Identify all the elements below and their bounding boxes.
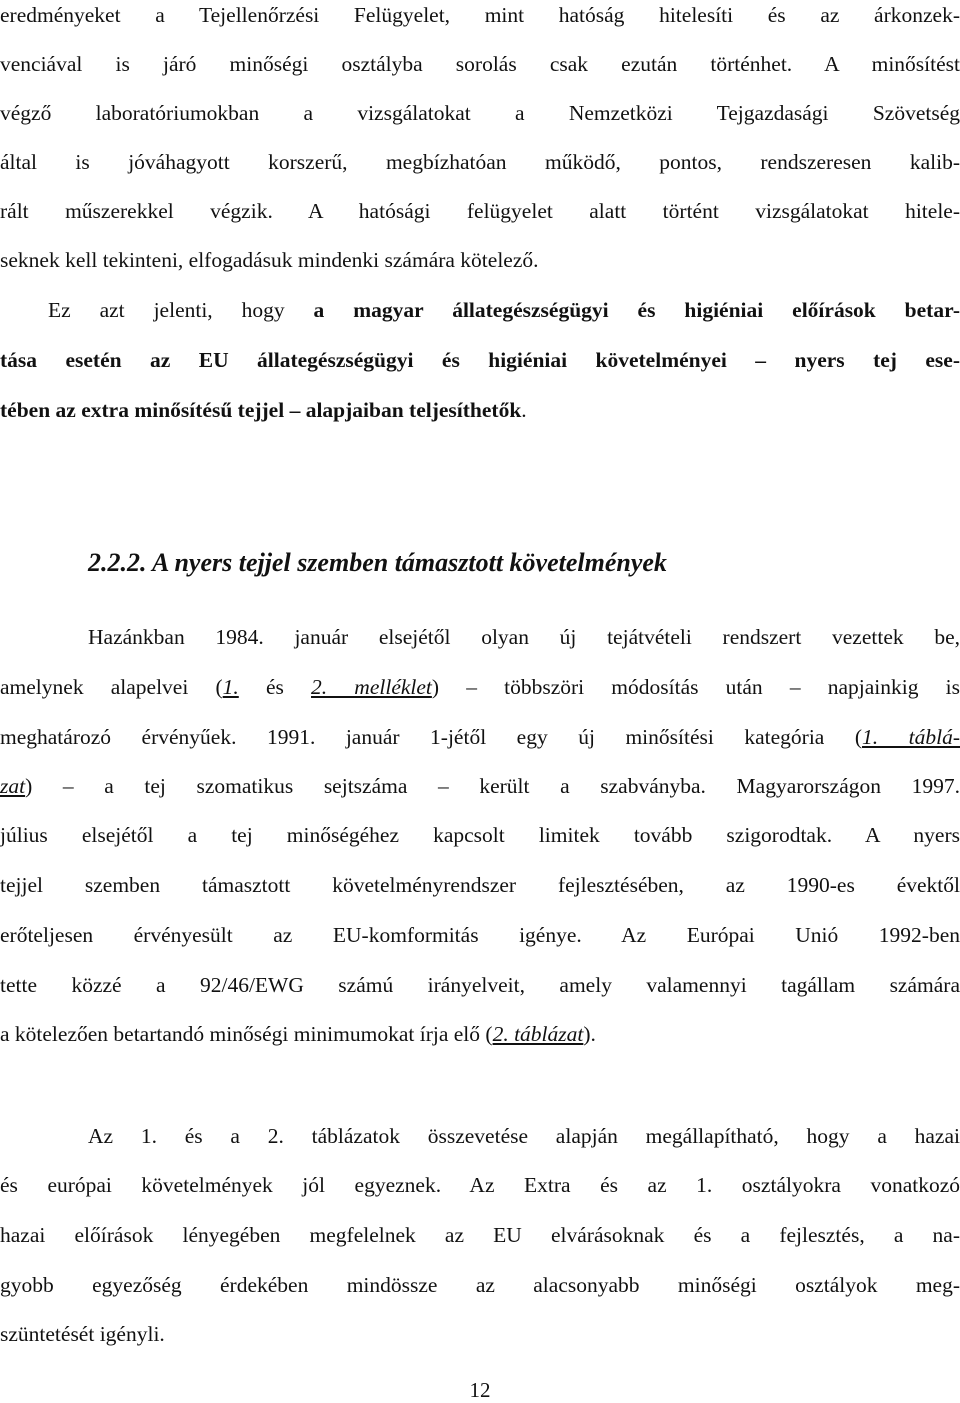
paragraph-1-line-4: által is jóváhagyott korszerű, megbízhatóan működő, pontos, rendszeresen kalib- <box>0 150 960 174</box>
paragraph-1-line-3: végző laboratóriumokban a vizsgálatokat a Nemzetközi Tejgazdasági Szövetség <box>0 101 960 125</box>
paragraph-3-line-4 <box>0 771 960 801</box>
annex-link-2[interactable]: 2. melléklet <box>311 675 432 699</box>
paragraph-3-text: meghatározó érvényűek. 1991. január 1-jétől egy új minősítési kategória ( <box>0 725 863 749</box>
paragraph-2-line-2: tása esetén az EU állategészségügyi és higiéniai követelményei – nyers tej ese- <box>0 348 960 372</box>
paragraph-1-line-1: eredményeket a Tejellenőrzési Felügyelet, mint hatóság hitelesíti és az árkonzek- <box>0 3 960 27</box>
paragraph-3-line-3 <box>0 722 960 752</box>
table-1-link-cont[interactable]: zat <box>0 774 26 798</box>
paragraph-4-line-3: hazai előírások lényegében megfelelnek az EU elvárásoknak és a fejlesztés, a na- <box>0 1223 960 1247</box>
paragraph-3-line-2 <box>0 672 960 702</box>
paragraph-3-text: ) – többszöri módosítás után – napjainkig is <box>431 675 960 699</box>
paragraph-2-period: . <box>521 398 527 422</box>
paragraph-3-text: és <box>238 675 312 699</box>
annex-link-1[interactable]: 1. <box>222 675 239 699</box>
table-2-link[interactable]: 2. táblázat <box>492 1022 584 1046</box>
paragraph-2-line-3 <box>0 395 960 425</box>
paragraph-4-line-5: szüntetését igényli. <box>0 1322 165 1346</box>
paragraph-3-line-6: tejjel szemben támasztott követelményrendszer fejlesztésében, az 1990-es évektől <box>0 873 960 897</box>
section-heading: 2.2.2. A nyers tejjel szemben támasztott követelmények <box>88 548 667 577</box>
paragraph-3-line-9 <box>0 1019 960 1049</box>
paragraph-1-line-6: seknek kell tekinteni, elfogadásuk mindenki számára kötelező. <box>0 248 539 272</box>
paragraph-2-line-1 <box>0 295 960 325</box>
paragraph-3-text: ). <box>583 1022 596 1046</box>
table-1-link[interactable]: 1. táblá- <box>862 725 960 749</box>
paragraph-2-emphasis: a magyar állategészségügyi és higiéniai előírások betar- <box>313 298 960 322</box>
paragraph-4-line-4: gyobb egyezőség érdekében mindössze az alacsonyabb minőségi osztályok meg- <box>0 1273 960 1297</box>
paragraph-2-intro: Ez azt jelenti, hogy <box>48 298 314 322</box>
paragraph-1-line-2: venciával is járó minőségi osztályba sorolás csak ezután történhet. A minősítést <box>0 52 960 76</box>
paragraph-3-text: ) – a tej szomatikus sejtszáma – került a szabványba. Magyarországon 1997. <box>25 774 960 798</box>
paragraph-4-line-2: és európai követelmények jól egyeznek. Az Extra és az 1. osztályokra vonatkozó <box>0 1173 960 1197</box>
paragraph-3-line-1: Hazánkban 1984. január elsejétől olyan új tejátvételi rendszert vezettek be, <box>88 625 960 649</box>
paragraph-3-line-8: tette közzé a 92/46/EWG számú irányelveit, amely valamennyi tagállam számára <box>0 973 960 997</box>
paragraph-4-line-1: Az 1. és a 2. táblázatok összevetése alapján megállapítható, hogy a hazai <box>88 1124 960 1148</box>
paragraph-3-line-5: július elsejétől a tej minőségéhez kapcsolt limitek tovább szigorodtak. A nyers <box>0 823 960 847</box>
page-number: 12 <box>469 1378 491 1402</box>
paragraph-1-line-5: rált műszerekkel végzik. A hatósági felügyelet alatt történt vizsgálatokat hitele- <box>0 199 960 223</box>
paragraph-3-text: a kötelezően betartandó minőségi minimumokat írja elő ( <box>0 1022 493 1046</box>
paragraph-3-line-7: erőteljesen érvényesült az EU-komformitás igénye. Az Európai Unió 1992-ben <box>0 923 960 947</box>
paragraph-3-text: amelynek alapelvei ( <box>0 675 223 699</box>
paragraph-2-emphasis-end: tében az extra minősítésű tejjel – alapjaiban teljesíthetők <box>0 398 522 422</box>
